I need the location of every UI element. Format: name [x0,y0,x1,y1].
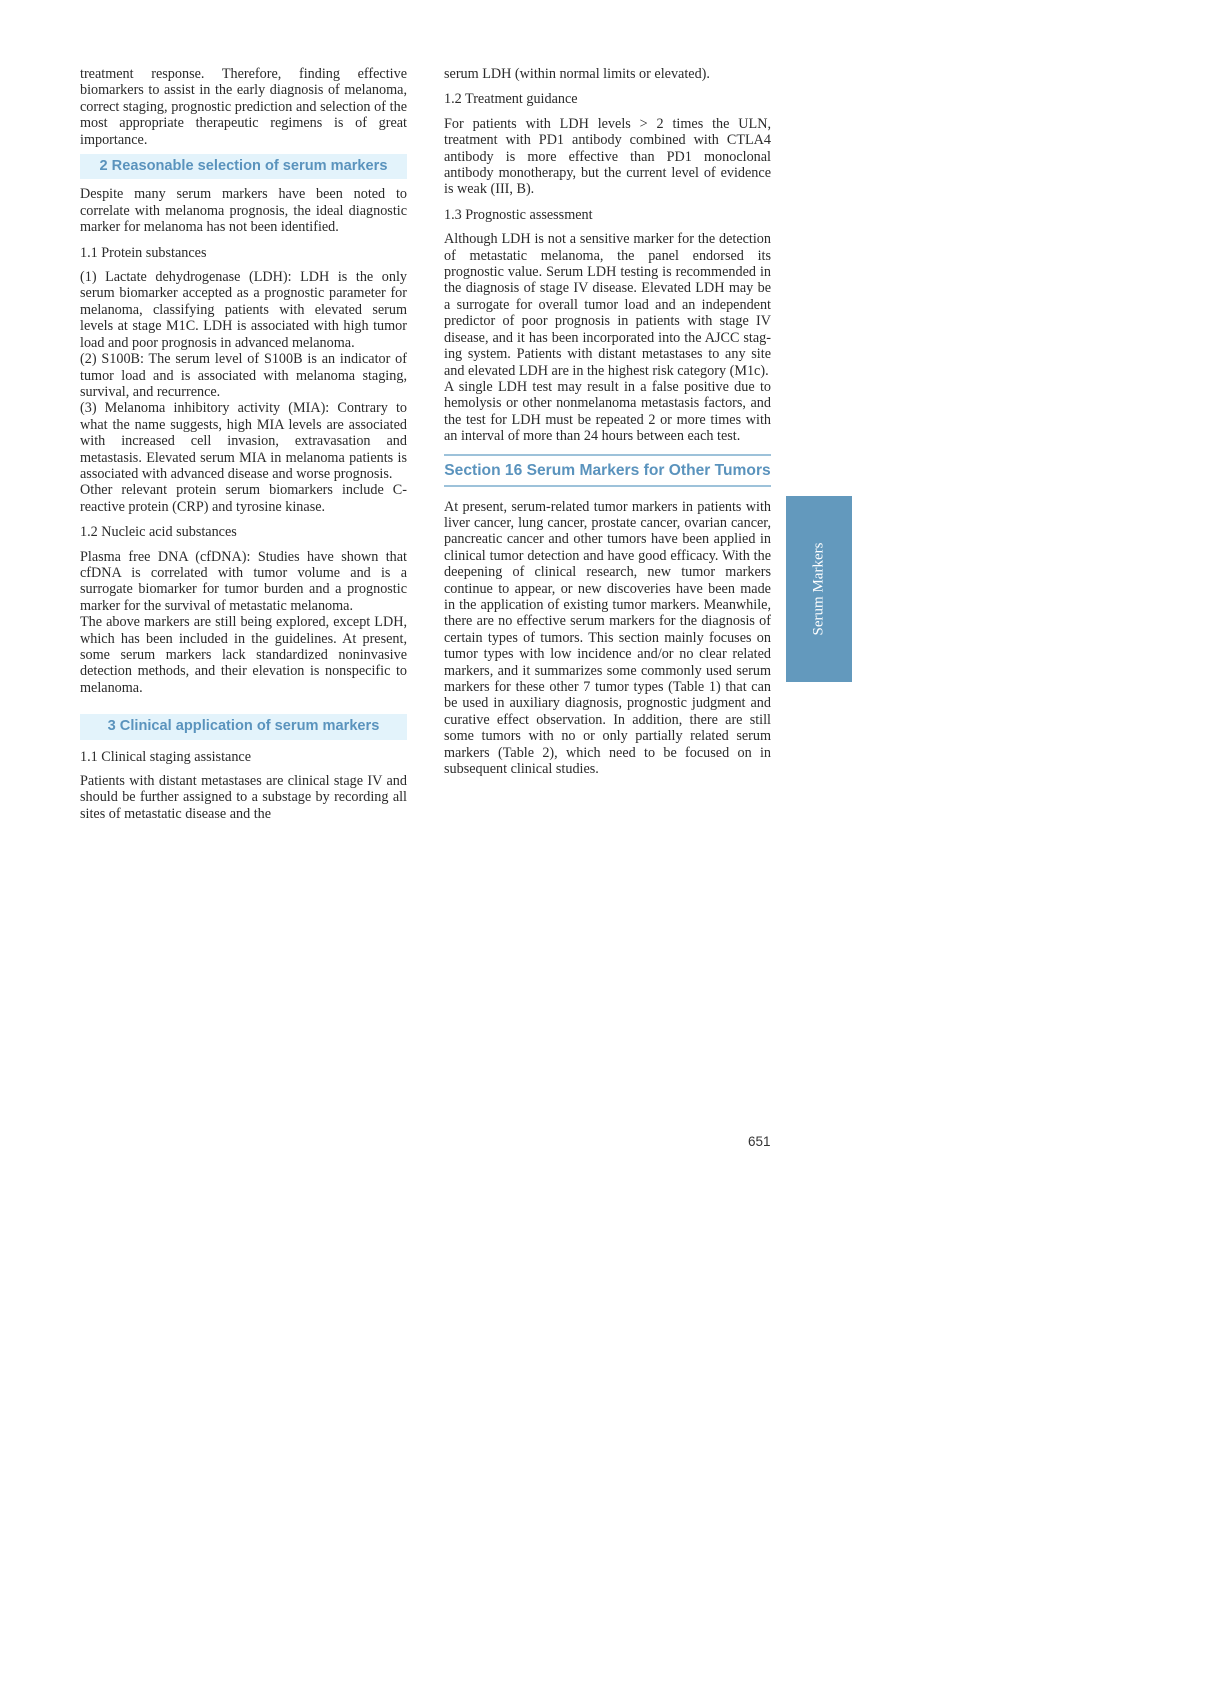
paragraph-mia: (3) Melanoma inhibitory activity (MIA): Contrary to what the name suggests, high MIA levels are associated with increased cell invasion, extravasation and metastasis. Elevated serum MIA in melanoma patients is associated with advanced disease and worse prognosis. [80,400,407,482]
subheading-nucleic-acid: 1.2 Nucleic acid substances [80,524,237,541]
right-column [444,66,771,777]
left-column [80,66,407,822]
intro-paragraph: treatment response. Therefore, finding effective biomarkers to assist in the early diagnosis of melanoma, correct staging, prognostic prediction and selection of the most appropriate therapeutic regimens is of great importance. [80,66,407,148]
subheading-treatment-guidance: 1.2 Treatment guidance [444,91,578,108]
paragraph-staging: Patients with distant metastases are clinical stage IV and should be further assigned to a substage by recording all sites of metastatic disease and the [80,773,407,822]
page-number: 651 [748,1134,771,1149]
side-tab [786,496,852,682]
paragraph-s100b: (2) S100B: The serum level of S100B is an indicator of tumor load and is associated with melanoma staging, survival, and recurrence. [80,351,407,400]
paragraph-above-markers: The above markers are still being explored, except LDH, which has been included in the guidelines. At present, some serum markers lack standardized noninvasive detection methods, and their elevation is nonspecific to melanoma. [80,614,407,696]
paragraph-cfdna: Plasma free DNA (cfDNA): Studies have shown that cfDNA is correlated with tumor volume and is a surrogate biomarker for tumor burden and a prognostic marker for the survival of metastatic melanoma. [80,548,407,614]
paragraph-single-ldh: A single LDH test may result in a false positive due to hemolysis or other nonmelanoma metastasis factors, and the test for LDH must be repeated 2 or more times with an interval of more than 24 hours between each test. [444,378,771,445]
paragraph-ldh: (1) Lactate dehydrogenase (LDH): LDH is the only serum biomarker accepted as a prognostic parameter for melanoma, classifying patients with elevated serum levels at stage M1C. LDH is associated with high tumor load and poor prognosis in advanced melanoma. [80,269,407,351]
subheading-clinical-staging: 1.1 Clinical staging assistance [80,748,252,765]
paragraph-treatment: For patients with LDH levels > 2 times the ULN, treatment with PD1 antibody combined with CTLA4 antibody is more effective than PD1 monoclonal antibody monotherapy, but the current level of evidence is weak (III, B). [444,115,771,198]
paragraph-serum-markers: Despite many serum markers have been noted to correlate with melanoma prognosis, the ideal diagnostic marker for melanoma has not been identified. [80,186,407,236]
paragraph-continued: serum LDH (within normal limits or elevated). [444,66,710,82]
section-16-heading: Section 16 Serum Markers for Other Tumors [444,454,771,487]
subheading-protein-substances: 1.1 Protein substances [80,244,207,261]
heading-clinical-application: 3 Clinical application of serum markers [80,714,407,739]
paragraph-other-proteins: Other relevant protein serum biomarkers include C-reactive protein (CRP) and tyrosine kinase. [80,482,407,515]
heading-reasonable-selection: 2 Reasonable selection of serum markers [80,154,407,179]
subheading-prognostic-assessment: 1.3 Prognostic assessment [444,206,593,223]
paragraph-section-16: At present, serum-related tumor markers in patients with liver cancer, lung cancer, prostate cancer, ovarian cancer, pancreatic cancer and other tumors have been applied in clinical tumor detection and have good efficacy. With the deepening of clinical research, new tumor markers continue to appear, or new discoveries have been made in the application of existing tumor markers. Meanwhile, there are no effective serum markers for the diagnosis of certain types of tumors. This section mainly focuses on tumor types with low incidence and/or no clear related markers, and it summarizes some commonly used serum markers for these other 7 tumor types (Table 1) that can be used in auxiliary diagnosis, prognostic judgment and curative effect observation. In addition, there are still some tumors with no or only partially related serum markers (Table 2), which need to be focused on in subsequent clinical studies. [444,498,771,778]
side-tab-label: Serum Markers [810,542,827,636]
paragraph-prognostic: Although LDH is not a sensitive marker for the detection of metastatic melanoma, the panel endorsed its prognostic value. Serum LDH testing is recommended in the diagnosis of stage IV disease. Elevated LDH may be a surrogate for overall tumor load and an independent predictor of poor prognosis in patients with stage IV disease, and it has been incorporated into the AJCC staging system. Patients with distant metastases to any site and elevated LDH are in the highest risk category (M1c). [444,231,771,379]
